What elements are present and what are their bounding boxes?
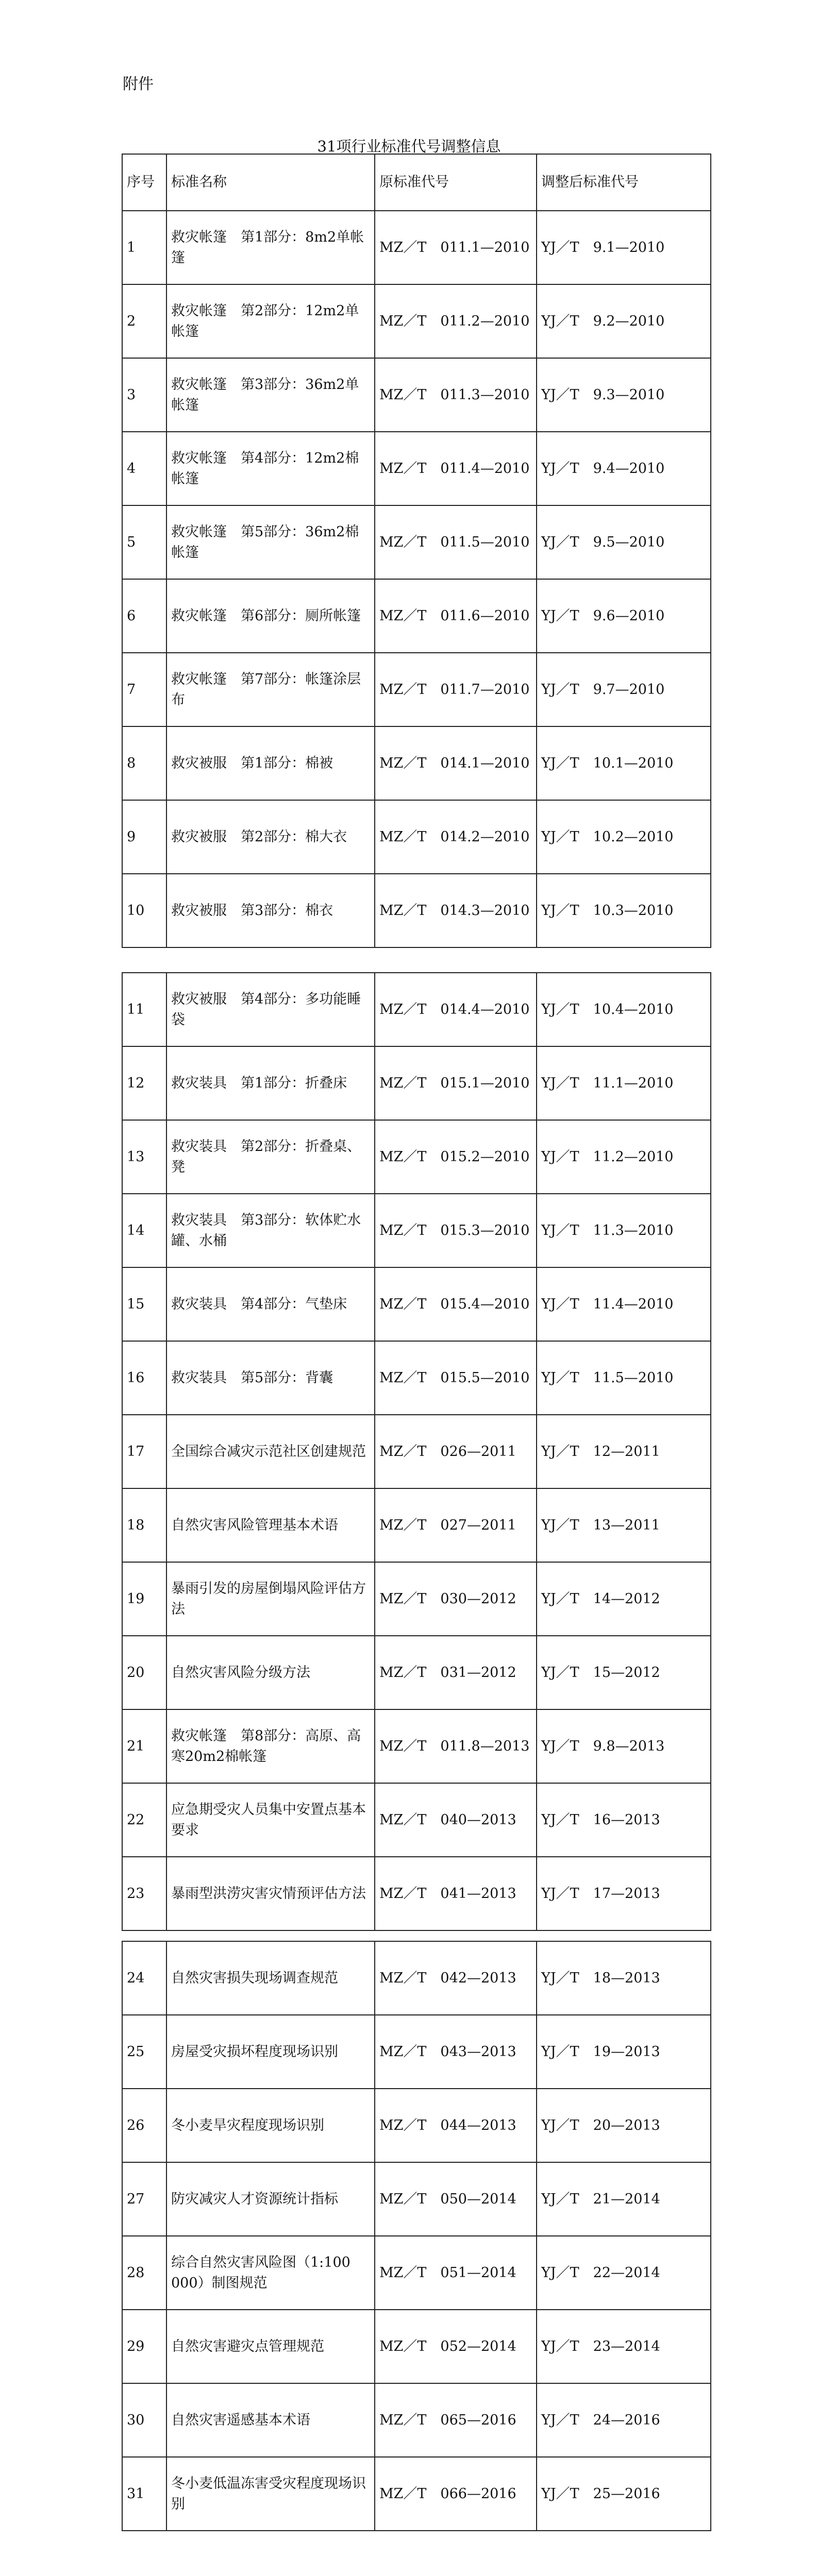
original-code: MZ／T 015.2—2010 <box>375 1120 537 1194</box>
document-title: 31项行业标准代号调整信息 <box>317 138 501 155</box>
table-row <box>122 1415 711 1488</box>
original-code: MZ／T 030—2012 <box>375 1562 537 1636</box>
row-number: 27 <box>122 2162 166 2236</box>
row-number: 17 <box>122 1415 166 1488</box>
table-row <box>122 358 711 432</box>
standard-name: 救灾帐篷 第8部分：高原、高寒20m2棉帐篷 <box>166 1709 375 1783</box>
original-code: MZ／T 066—2016 <box>375 2457 537 2531</box>
adjusted-code: YJ／T 12—2011 <box>537 1415 711 1488</box>
original-code: MZ／T 011.1—2010 <box>375 211 537 284</box>
table-row <box>122 2015 711 2089</box>
standard-name: 救灾帐篷 第5部分：36m2棉帐篷 <box>166 505 375 579</box>
adjusted-code: YJ／T 25—2016 <box>537 2457 711 2531</box>
standard-name: 自然灾害损失现场调查规范 <box>166 1941 375 2015</box>
adjusted-code: YJ／T 14—2012 <box>537 1562 711 1636</box>
standard-name: 救灾帐篷 第2部分：12m2单帐篷 <box>166 284 375 358</box>
original-code: MZ／T 011.6—2010 <box>375 579 537 653</box>
table-row <box>122 432 711 505</box>
row-number: 13 <box>122 1120 166 1194</box>
table-row <box>122 505 711 579</box>
original-code: MZ／T 011.8—2013 <box>375 1709 537 1783</box>
adjusted-code: YJ／T 16—2013 <box>537 1783 711 1857</box>
original-code: MZ／T 015.5—2010 <box>375 1341 537 1415</box>
standard-name: 冬小麦低温冻害受灾程度现场识别 <box>166 2457 375 2531</box>
table-row <box>122 726 711 800</box>
table-row <box>122 284 711 358</box>
row-number: 11 <box>122 973 166 1046</box>
adjusted-code: YJ／T 9.6—2010 <box>537 579 711 653</box>
standard-name: 自然灾害避灾点管理规范 <box>166 2310 375 2383</box>
original-code: MZ／T 051—2014 <box>375 2236 537 2310</box>
original-code: MZ／T 026—2011 <box>375 1415 537 1488</box>
table-row <box>122 1636 711 1709</box>
table-row <box>122 1046 711 1120</box>
original-code: MZ／T 014.1—2010 <box>375 726 537 800</box>
table-row <box>122 1941 711 2015</box>
adjusted-code: YJ／T 19—2013 <box>537 2015 711 2089</box>
original-code: MZ／T 050—2014 <box>375 2162 537 2236</box>
table-row <box>122 1562 711 1636</box>
standards-table-page-2 <box>122 972 711 1931</box>
adjusted-code: YJ／T 11.2—2010 <box>537 1120 711 1194</box>
attachment-label: 附件 <box>123 75 154 93</box>
row-number: 8 <box>122 726 166 800</box>
standard-name: 救灾帐篷 第7部分：帐篷涂层布 <box>166 653 375 726</box>
row-number: 14 <box>122 1194 166 1267</box>
table-row <box>122 2089 711 2162</box>
table-row <box>122 579 711 653</box>
row-number: 21 <box>122 1709 166 1783</box>
row-number: 9 <box>122 800 166 874</box>
original-code: MZ／T 011.5—2010 <box>375 505 537 579</box>
adjusted-code: YJ／T 18—2013 <box>537 1941 711 2015</box>
adjusted-code: YJ／T 10.3—2010 <box>537 874 711 947</box>
table-row <box>122 211 711 284</box>
adjusted-code: YJ／T 9.2—2010 <box>537 284 711 358</box>
row-number: 25 <box>122 2015 166 2089</box>
row-number: 30 <box>122 2383 166 2457</box>
original-code: MZ／T 042—2013 <box>375 1941 537 2015</box>
row-number: 29 <box>122 2310 166 2383</box>
table-row <box>122 2457 711 2531</box>
original-code: MZ／T 031—2012 <box>375 1636 537 1709</box>
standard-name: 救灾装具 第3部分：软体贮水罐、水桶 <box>166 1194 375 1267</box>
adjusted-code: YJ／T 9.7—2010 <box>537 653 711 726</box>
table-row <box>122 653 711 726</box>
row-number: 2 <box>122 284 166 358</box>
row-number: 19 <box>122 1562 166 1636</box>
table-row <box>122 874 711 947</box>
standard-name: 救灾装具 第4部分：气垫床 <box>166 1267 375 1341</box>
header-no: 序号 <box>122 154 166 211</box>
standards-table-page-1 <box>122 154 711 948</box>
row-number: 3 <box>122 358 166 432</box>
adjusted-code: YJ／T 21—2014 <box>537 2162 711 2236</box>
original-code: MZ／T 015.4—2010 <box>375 1267 537 1341</box>
standard-name: 暴雨型洪涝灾害灾情预评估方法 <box>166 1857 375 1930</box>
original-code: MZ／T 014.3—2010 <box>375 874 537 947</box>
original-code: MZ／T 015.3—2010 <box>375 1194 537 1267</box>
adjusted-code: YJ／T 11.1—2010 <box>537 1046 711 1120</box>
adjusted-code: YJ／T 10.2—2010 <box>537 800 711 874</box>
table-row <box>122 2162 711 2236</box>
original-code: MZ／T 015.1—2010 <box>375 1046 537 1120</box>
original-code: MZ／T 011.4—2010 <box>375 432 537 505</box>
standard-name: 自然灾害遥感基本术语 <box>166 2383 375 2457</box>
standard-name: 救灾帐篷 第6部分：厕所帐篷 <box>166 579 375 653</box>
adjusted-code: YJ／T 24—2016 <box>537 2383 711 2457</box>
table-row <box>122 1488 711 1562</box>
original-code: MZ／T 014.4—2010 <box>375 973 537 1046</box>
table-row <box>122 1120 711 1194</box>
adjusted-code: YJ／T 20—2013 <box>537 2089 711 2162</box>
original-code: MZ／T 043—2013 <box>375 2015 537 2089</box>
row-number: 22 <box>122 1783 166 1857</box>
original-code: MZ／T 011.2—2010 <box>375 284 537 358</box>
standard-name: 救灾被服 第3部分：棉衣 <box>166 874 375 947</box>
row-number: 6 <box>122 579 166 653</box>
adjusted-code: YJ／T 9.3—2010 <box>537 358 711 432</box>
standard-name: 救灾装具 第1部分：折叠床 <box>166 1046 375 1120</box>
standard-name: 冬小麦旱灾程度现场识别 <box>166 2089 375 2162</box>
standard-name: 救灾被服 第1部分：棉被 <box>166 726 375 800</box>
row-number: 26 <box>122 2089 166 2162</box>
row-number: 5 <box>122 505 166 579</box>
standard-name: 自然灾害风险分级方法 <box>166 1636 375 1709</box>
table-row <box>122 1709 711 1783</box>
table-row <box>122 800 711 874</box>
table-row <box>122 1341 711 1415</box>
table-row <box>122 2236 711 2310</box>
table-row <box>122 1267 711 1341</box>
standard-name: 房屋受灾损坏程度现场识别 <box>166 2015 375 2089</box>
row-number: 15 <box>122 1267 166 1341</box>
table-header-row <box>122 154 711 211</box>
row-number: 28 <box>122 2236 166 2310</box>
original-code: MZ／T 040—2013 <box>375 1783 537 1857</box>
adjusted-code: YJ／T 9.8—2013 <box>537 1709 711 1783</box>
adjusted-code: YJ／T 11.4—2010 <box>537 1267 711 1341</box>
row-number: 4 <box>122 432 166 505</box>
row-number: 20 <box>122 1636 166 1709</box>
original-code: MZ／T 011.3—2010 <box>375 358 537 432</box>
standard-name: 救灾装具 第2部分：折叠桌、凳 <box>166 1120 375 1194</box>
adjusted-code: YJ／T 11.5—2010 <box>537 1341 711 1415</box>
standard-name: 暴雨引发的房屋倒塌风险评估方法 <box>166 1562 375 1636</box>
row-number: 1 <box>122 211 166 284</box>
header-adjusted-code: 调整后标准代号 <box>537 154 711 211</box>
row-number: 16 <box>122 1341 166 1415</box>
table-row <box>122 2310 711 2383</box>
row-number: 23 <box>122 1857 166 1930</box>
adjusted-code: YJ／T 17—2013 <box>537 1857 711 1930</box>
table-row <box>122 973 711 1046</box>
standard-name: 应急期受灾人员集中安置点基本要求 <box>166 1783 375 1857</box>
standard-name: 救灾被服 第4部分：多功能睡袋 <box>166 973 375 1046</box>
header-name: 标准名称 <box>166 154 375 211</box>
table-row <box>122 1857 711 1930</box>
original-code: MZ／T 027—2011 <box>375 1488 537 1562</box>
header-original-code: 原标准代号 <box>375 154 537 211</box>
adjusted-code: YJ／T 9.5—2010 <box>537 505 711 579</box>
row-number: 7 <box>122 653 166 726</box>
standard-name: 全国综合减灾示范社区创建规范 <box>166 1415 375 1488</box>
row-number: 24 <box>122 1941 166 2015</box>
original-code: MZ／T 065—2016 <box>375 2383 537 2457</box>
adjusted-code: YJ／T 9.1—2010 <box>537 211 711 284</box>
adjusted-code: YJ／T 11.3—2010 <box>537 1194 711 1267</box>
adjusted-code: YJ／T 10.4—2010 <box>537 973 711 1046</box>
table-row <box>122 1783 711 1857</box>
standard-name: 救灾帐篷 第1部分：8m2单帐篷 <box>166 211 375 284</box>
original-code: MZ／T 052—2014 <box>375 2310 537 2383</box>
original-code: MZ／T 014.2—2010 <box>375 800 537 874</box>
standards-table-page-3 <box>122 1941 711 2531</box>
adjusted-code: YJ／T 13—2011 <box>537 1488 711 1562</box>
adjusted-code: YJ／T 15—2012 <box>537 1636 711 1709</box>
adjusted-code: YJ／T 10.1—2010 <box>537 726 711 800</box>
row-number: 10 <box>122 874 166 947</box>
table-row <box>122 2383 711 2457</box>
table-row <box>122 1194 711 1267</box>
row-number: 18 <box>122 1488 166 1562</box>
original-code: MZ／T 011.7—2010 <box>375 653 537 726</box>
row-number: 31 <box>122 2457 166 2531</box>
row-number: 12 <box>122 1046 166 1120</box>
original-code: MZ／T 041—2013 <box>375 1857 537 1930</box>
standard-name: 防灾减灾人才资源统计指标 <box>166 2162 375 2236</box>
adjusted-code: YJ／T 23—2014 <box>537 2310 711 2383</box>
standard-name: 综合自然灾害风险图（1:100 000）制图规范 <box>166 2236 375 2310</box>
standard-name: 救灾帐篷 第3部分：36m2单帐篷 <box>166 358 375 432</box>
adjusted-code: YJ／T 22—2014 <box>537 2236 711 2310</box>
adjusted-code: YJ／T 9.4—2010 <box>537 432 711 505</box>
standard-name: 救灾被服 第2部分：棉大衣 <box>166 800 375 874</box>
standard-name: 救灾帐篷 第4部分：12m2棉帐篷 <box>166 432 375 505</box>
original-code: MZ／T 044—2013 <box>375 2089 537 2162</box>
standard-name: 救灾装具 第5部分：背囊 <box>166 1341 375 1415</box>
standard-name: 自然灾害风险管理基本术语 <box>166 1488 375 1562</box>
